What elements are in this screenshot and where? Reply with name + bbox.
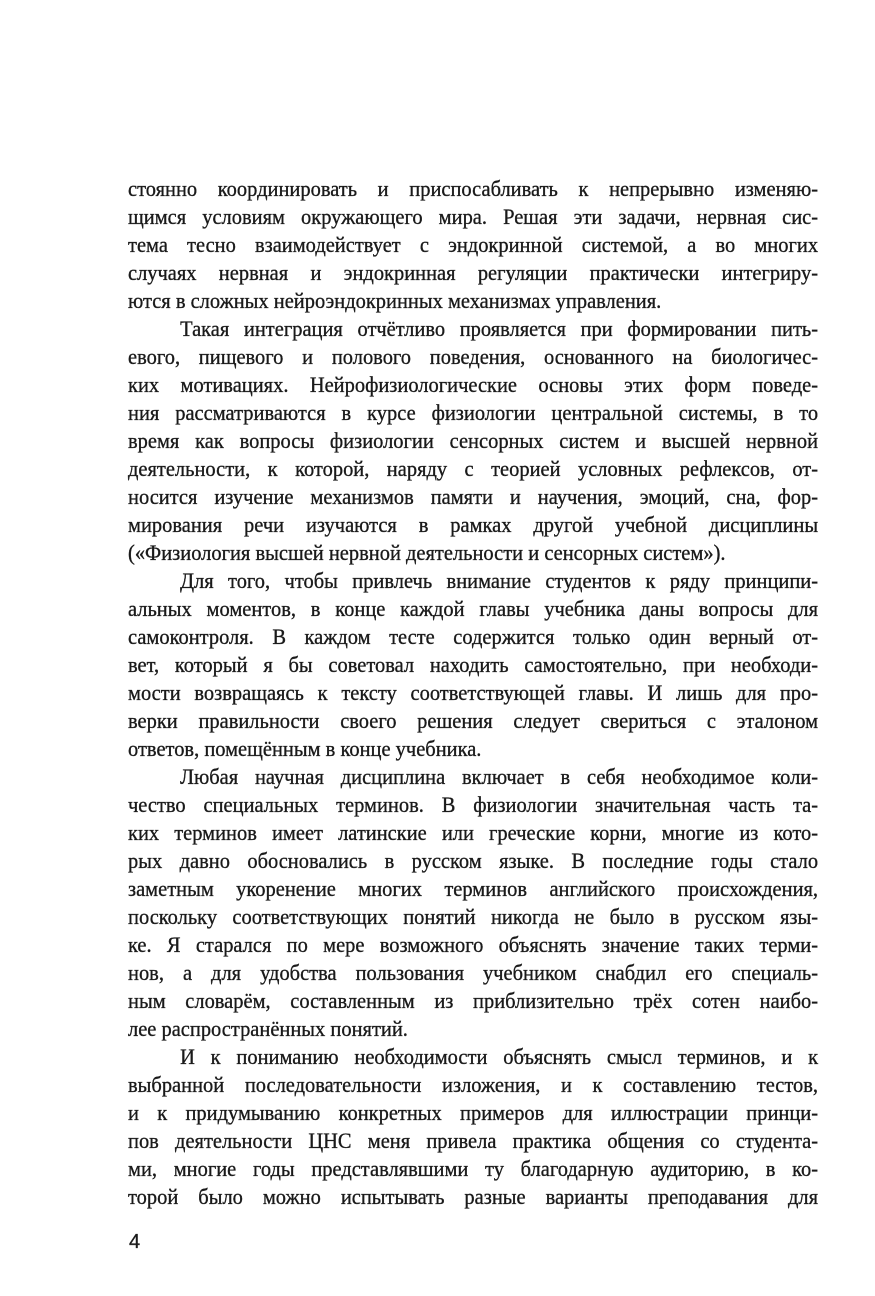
text-line: пов деятельности ЦНС меня привела практика общения со студента- [128, 1128, 819, 1153]
text-line: поскольку соответствующих понятий никогда не было в русском язы- [128, 904, 819, 929]
text-line: мости возвращаясь к тексту соответствующей главы. И лишь для про- [128, 680, 819, 705]
text-line: мирования речи изучаются в рамках другой учебной дисциплины [128, 512, 819, 537]
text-line: («Физиология высшей нервной деятельности и сенсорных систем»). [128, 540, 726, 565]
text-line: ным словарём, составленным из приблизительно трёх сотен наибо- [128, 988, 819, 1013]
text-line: и к придумыванию конкретных примеров для иллюстрации принци- [128, 1100, 819, 1125]
text-line: носится изучение механизмов памяти и научения, эмоций, сна, фор- [128, 484, 819, 509]
paragraph-first-line: Такая интеграция отчётливо проявляется при формировании пить- [180, 316, 819, 341]
text-line: ких терминов имеет латинские или греческие корни, многие из кото- [128, 820, 819, 845]
text-line: заметным укоренение многих терминов английского происхождения, [128, 876, 819, 901]
text-line: чество специальных терминов. В физиологии значительная часть та- [128, 792, 819, 817]
text-line: ответов, помещённым в конце учебника. [128, 736, 482, 761]
text-line: нов, а для удобства пользования учебником снабдил его специаль- [128, 960, 819, 985]
text-line: ке. Я старался по мере возможного объяснять значение таких терми- [128, 932, 819, 957]
page-number: 4 [129, 1231, 141, 1253]
text-line: верки правильности своего решения следует свериться с эталоном [128, 708, 819, 733]
paragraph-first-line: Для того, чтобы привлечь внимание студентов к ряду принципи- [180, 568, 819, 593]
text-line: ния рассматриваются в курсе физиологии центральной системы, в то [128, 400, 819, 425]
text-line: ких мотивациях. Нейрофизиологические основы этих форм поведе- [128, 372, 819, 397]
text-line: случаях нервная и эндокринная регуляции практически интегриру- [128, 260, 819, 285]
text-line: альных моментов, в конце каждой главы учебника даны вопросы для [128, 596, 819, 621]
paragraph-first-line: Любая научная дисциплина включает в себя необходимое коли- [180, 764, 819, 789]
text-line: выбранной последовательности изложения, и к составлению тестов, [128, 1072, 819, 1097]
text-line: ми, многие годы представлявшими ту благодарную аудиторию, в ко- [128, 1156, 819, 1181]
text-line: самоконтроля. В каждом тесте содержится только один верный от- [128, 624, 819, 649]
text-line: евого, пищевого и полового поведения, основанного на биологичес- [128, 344, 819, 369]
paragraph-first-line: И к пониманию необходимости объяснять смысл терминов, и к [180, 1044, 819, 1069]
text-line: деятельности, к которой, наряду с теорией условных рефлексов, от- [128, 456, 819, 481]
text-line: торой было можно испытывать разные варианты преподавания для [128, 1184, 819, 1209]
text-line: стоянно координировать и приспосабливать к непрерывно изменяю- [128, 176, 819, 201]
text-line: рых давно обосновались в русском языке. В последние годы стало [128, 848, 819, 873]
text-line: время как вопросы физиологии сенсорных систем и высшей нервной [128, 428, 819, 453]
text-line: ются в сложных нейроэндокринных механизмах управления. [128, 288, 662, 313]
text-line: вет, который я бы советовал находить самостоятельно, при необходи- [128, 652, 819, 677]
text-line: тема тесно взаимодействует с эндокринной системой, а во многих [128, 232, 819, 257]
text-line: лее распространённых понятий. [128, 1016, 408, 1041]
body-text [128, 175, 818, 1211]
text-line: щимся условиям окружающего мира. Решая эти задачи, нервная сис- [128, 204, 819, 229]
